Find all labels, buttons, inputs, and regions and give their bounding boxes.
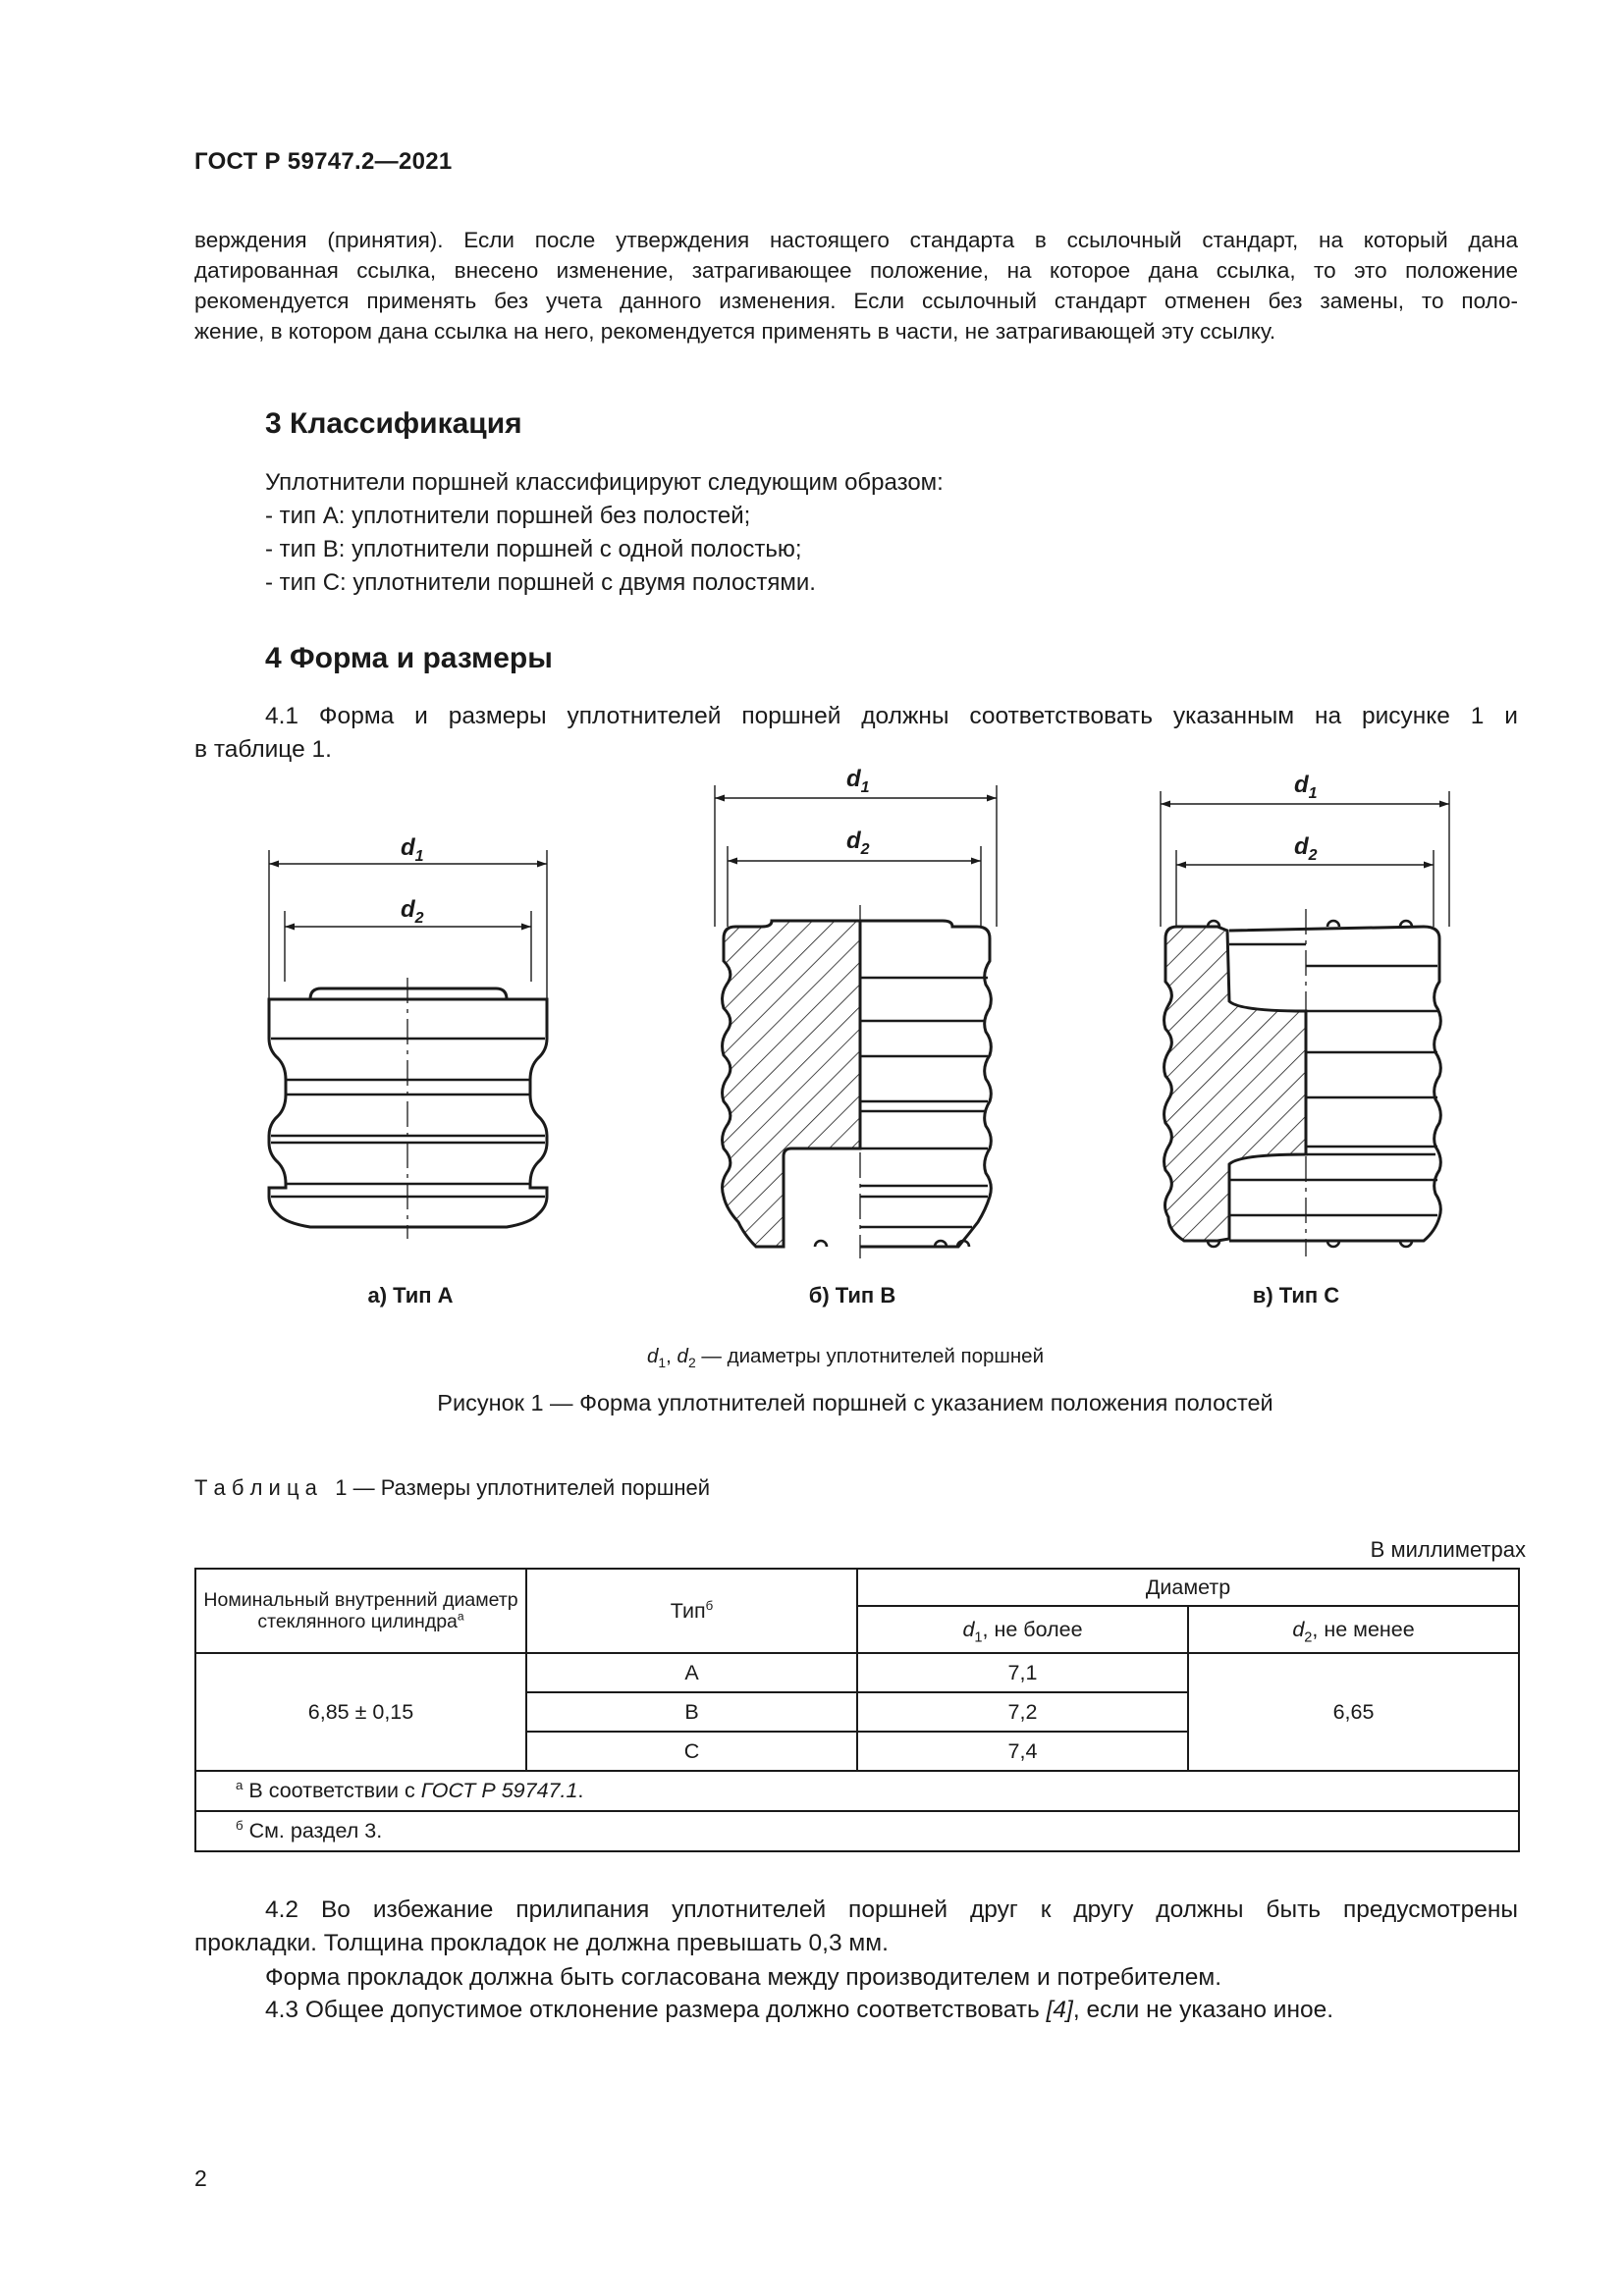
type-b-d1-label: $d_1$ — [846, 766, 870, 796]
footnote-b: $^б$ См. раздел 3. — [195, 1811, 1519, 1851]
paragraph-4-2-line2: прокладки. Толщина прокладок не должна превышать 0,3 мм. — [194, 1930, 889, 1956]
table-caption-label: Т а б л и ц а 1 — [194, 1475, 348, 1500]
legend-sep: , — [666, 1345, 677, 1367]
intro-line: жение, в котором дана ссылка на него, рекомендуется применять в части, не затрагивающей эту ссылку. — [194, 319, 1276, 344]
type-c-d1-label: $d_1$ — [1294, 772, 1318, 802]
type-b-seal-drawing — [715, 785, 997, 1258]
paragraph-4-1-line2: в таблице 1. — [194, 736, 332, 763]
caption-type-a: а) Тип А — [367, 1283, 454, 1308]
type-b-d2-label: $d_2$ — [846, 828, 870, 858]
intro-line: датированная ссылка, внесено изменение, затрагивающее положение, на которое дана ссылка, то это положение — [194, 258, 1518, 283]
header-d2: $d_2$, не менее — [1188, 1606, 1519, 1653]
table-row — [195, 1653, 1519, 1692]
footnote-a: $^а$ В соответствии с ГОСТ Р 59747.1. — [195, 1771, 1519, 1811]
legend-sub2: 2 — [687, 1355, 696, 1371]
cell-type: В — [526, 1692, 857, 1732]
cell-d1: 7,2 — [857, 1692, 1188, 1732]
section-3-lead: Уплотнители поршней классифицируют следующим образом: — [265, 469, 944, 496]
paragraph-4-2-line1: 4.2 Во избежание прилипания уплотнителей поршней друг к другу должны быть предусмотрены — [265, 1896, 1518, 1923]
caption-type-c: в) Тип С — [1252, 1283, 1340, 1308]
page-number: 2 — [194, 2165, 207, 2191]
document-code: ГОСТ Р 59747.2—2021 — [194, 148, 453, 175]
figure-title: Рисунок 1 — Форма уплотнителей поршней с указанием положения полостей — [437, 1390, 1273, 1415]
cell-d2-value: 6,65 — [1188, 1653, 1519, 1771]
legend-d: d — [646, 1345, 659, 1367]
intro-line: рекомендуется применять без учета данного изменения. Если ссылочный стандарт отменен без замены, то поло- — [194, 289, 1518, 313]
type-c-seal-drawing — [1161, 791, 1449, 1256]
list-item: - тип В: уплотнители поршней с одной полостью; — [265, 536, 802, 562]
paragraph-4-3: 4.3 Общее допустимое отклонение размера должно соответствовать [4], если не указано иное. — [265, 1997, 1334, 2023]
section-3-heading: 3 Классификация — [265, 407, 522, 440]
header-diameter: Диаметр — [857, 1569, 1519, 1606]
type-a-d2-label: $d_2$ — [401, 896, 424, 927]
caption-type-b: б) Тип В — [808, 1283, 896, 1308]
cell-type: А — [526, 1653, 857, 1692]
legend-d: d — [677, 1345, 688, 1367]
cell-type: С — [526, 1732, 857, 1771]
table-units: В миллиметрах — [1370, 1537, 1526, 1562]
section-4-heading: 4 Форма и размеры — [265, 642, 553, 674]
cell-nominal-value: 6,85 ± 0,15 — [195, 1653, 526, 1771]
header-d1: $d_1$, не более — [857, 1606, 1188, 1653]
figure-legend — [0, 1345, 1624, 1371]
legend-text: — диаметры уплотнителей поршней — [695, 1345, 1045, 1367]
type-c-d2-label: $d_2$ — [1294, 833, 1318, 864]
list-item: - тип С: уплотнители поршней с двумя полостями. — [265, 569, 816, 596]
paragraph-form: Форма прокладок должна быть согласована между производителем и потребителем. — [265, 1964, 1222, 1991]
dimensions-table — [194, 1568, 1520, 1852]
header-type: Тип$^б$ — [526, 1569, 857, 1653]
table-caption — [194, 1475, 710, 1501]
type-a-d1-label: $d_1$ — [401, 834, 424, 865]
intro-line: верждения (принятия). Если после утверждения настоящего стандарта в ссылочный стандарт, на который дана — [194, 228, 1518, 252]
header-nominal-diameter: Номинальный внутренний диаметр стеклянного цилиндра$^а$ — [195, 1569, 526, 1653]
paragraph-4-1-line1: 4.1 Форма и размеры уплотнителей поршней должны соответствовать указанным на рисунке 1 и — [265, 703, 1518, 729]
reference-link[interactable]: [4] — [1046, 1997, 1073, 2023]
list-item: - тип А: уплотнители поршней без полостей; — [265, 503, 751, 529]
cell-d1: 7,1 — [857, 1653, 1188, 1692]
cell-d1: 7,4 — [857, 1732, 1188, 1771]
legend-sub1: 1 — [658, 1355, 667, 1371]
table-caption-text: — Размеры уплотнителей поршней — [347, 1475, 711, 1500]
